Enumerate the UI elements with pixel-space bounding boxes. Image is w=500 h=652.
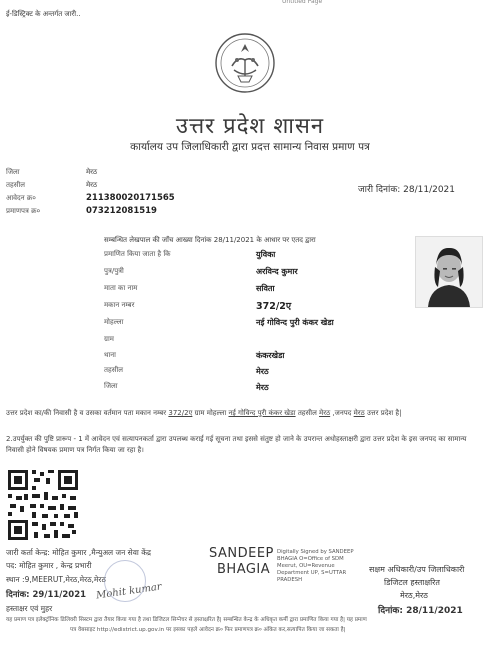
applicant-photo (415, 236, 483, 308)
district-value: मेरठ (86, 168, 98, 176)
p1-part-b: ग्राम मोहल्ला (192, 409, 229, 417)
p1-house-number: 372/2ए (168, 409, 193, 417)
issuer-by: पद: मोहित कुमार , केन्द्र प्रभारी (6, 561, 92, 570)
residence-paragraph (6, 408, 496, 419)
row-value-father: अरविन्द कुमार (256, 267, 298, 276)
digital-signer-name (209, 546, 274, 578)
p1-mohalla: नई गोविन्द पुरी कंकर खेडा (228, 409, 296, 417)
issue-date-label: जारी दिनांक: (358, 185, 401, 195)
footer-note-line2: पत्र वेबसाइट http://edistrict.up.gov.in पर इसका पहले आवेदन क्र० फिर प्रमाणपत्र क्र० अंकित कर,सत्यापित किया जा सकता है| (70, 627, 346, 633)
row-label-name: प्रमाणित किया जाता है कि (104, 250, 171, 258)
issue-date-value: 28/11/2021 (403, 185, 456, 195)
issuer-center: जारी कर्ता केन्द्र: मोहित कुमार ,मैन्युअल जन सेवा केंद्र (6, 548, 151, 557)
page-subtitle: कार्यालय उप जिलाधिकारी द्वारा प्रदत्त सामान्य निवास प्रमाण पत्र (130, 141, 370, 153)
p1-part-d: ,जनपद (330, 409, 354, 417)
intro-line: सम्बन्धित लेखपाल की जाँच आख्या दिनांक 28/11/2021 के आधार पर एतद द्वारा (104, 236, 316, 244)
row-value-house: 372/2ए (256, 301, 292, 312)
row-value-mother: सविता (256, 284, 275, 293)
top-left-note: ई-डिस्ट्रिक्ट के अन्तर्गत जारी.. (6, 10, 81, 18)
page-title: उत्तर प्रदेश शासन (175, 114, 325, 139)
handwritten-signature: Mohit kumar (95, 581, 163, 602)
application-label: आवेदन क्र० (6, 194, 36, 202)
certificate-label: प्रमाणपत्र क्र० (6, 207, 41, 215)
row-label-house: मकान नम्बर (104, 301, 135, 309)
application-number: 211380020171565 (86, 193, 175, 203)
row-label-mother: माता का नाम (104, 284, 138, 292)
row-value-police-station: कंकरखेडा (256, 351, 285, 360)
confirmation-paragraph: 2.उपर्युक्त की पुष्टि प्रारूप - 1 में आवेदन एवं सत्यापनकर्ता द्वारा उपलब्ध कराई गई सूचना तथा इससे संतुष्ट हो जाने के उपरान्त अधोहस्ताक्षरी द्वारा उत्तर प्रदेश के इस जनपद का सामान्य निवासी होने विषयक प्रमाण पत्र निर्गत किया जा रहा है। (6, 435, 467, 454)
certificate-number: 073212081519 (86, 206, 157, 216)
issue-date (358, 182, 455, 195)
tehsil-value: मेरठ (86, 181, 98, 189)
p1-tehsil: मेरठ (319, 409, 331, 417)
authority-title: सक्षम अधिकारी/उप जिलाधिकारी (369, 565, 465, 574)
issuer-place: स्थान :9,MEERUT,मेरठ,मेरठ,मेरठ (6, 575, 106, 584)
row-label-district: जिला (104, 382, 118, 390)
district-label: जिला (6, 168, 20, 176)
row-value-name: युविका (256, 250, 276, 259)
qr-code-icon (6, 468, 80, 542)
top-right-note: Untitled Page (282, 0, 323, 5)
row-value-tehsil: मेरठ (256, 367, 269, 376)
digital-signature-details: Digitally Signed by SANDEEP BHAGIA O=Office of SDM Meerut, OU=Revenue Department UP, S=UTTAR PRADESH (277, 549, 354, 583)
footer-note-line1: यह प्रमाण पत्र इलेक्ट्रॉनिक डिलिवरी सिस्टम द्वारा तैयार किया गया है तथा डिजिटल सिग्नेचर से हस्ताक्षरित है| सम्बन्धित केन्द्र के अधिकृत कर्मी द्वारा प्रमाणित किया गया है| यह प्रमाण (6, 617, 367, 623)
p1-part-a: उत्तर प्रदेश का/की निवासी है व उसका वर्तमान पता मकान नम्बर (6, 409, 169, 417)
authority-date: दिनांक: 28/11/2021 (378, 606, 463, 616)
authority-place: मेरठ,मेरठ (400, 591, 428, 600)
round-stamp-icon (104, 560, 146, 602)
p1-district: मेरठ (353, 409, 365, 417)
p1-part-e: उत्तर प्रदेश है| (364, 409, 402, 417)
tehsil-label: तहसील (6, 181, 25, 189)
authority-digitally-signed: डिजिटल हस्ताक्षरित (384, 578, 440, 587)
row-value-district: मेरठ (256, 383, 269, 392)
issuer-sign-label: हस्ताक्षर एवं मुहर (6, 604, 53, 613)
row-value-mohalla: नई गोविन्द पुरी कंकर खेडा (256, 318, 334, 327)
digital-signer-line1: SANDEEP (209, 546, 274, 561)
row-label-father: पुत्र/पुत्री (104, 267, 124, 275)
issuer-date: दिनांक: 29/11/2021 (6, 590, 87, 600)
digital-signer-line2: BHAGIA (217, 562, 271, 577)
row-label-village: ग्राम (104, 335, 114, 343)
row-label-mohalla: मोहल्ला (104, 318, 124, 326)
p1-part-c: तहसील (295, 409, 320, 417)
state-emblem-icon (212, 30, 278, 96)
row-label-tehsil: तहसील (104, 366, 123, 374)
row-label-police-station: थाना (104, 351, 116, 359)
